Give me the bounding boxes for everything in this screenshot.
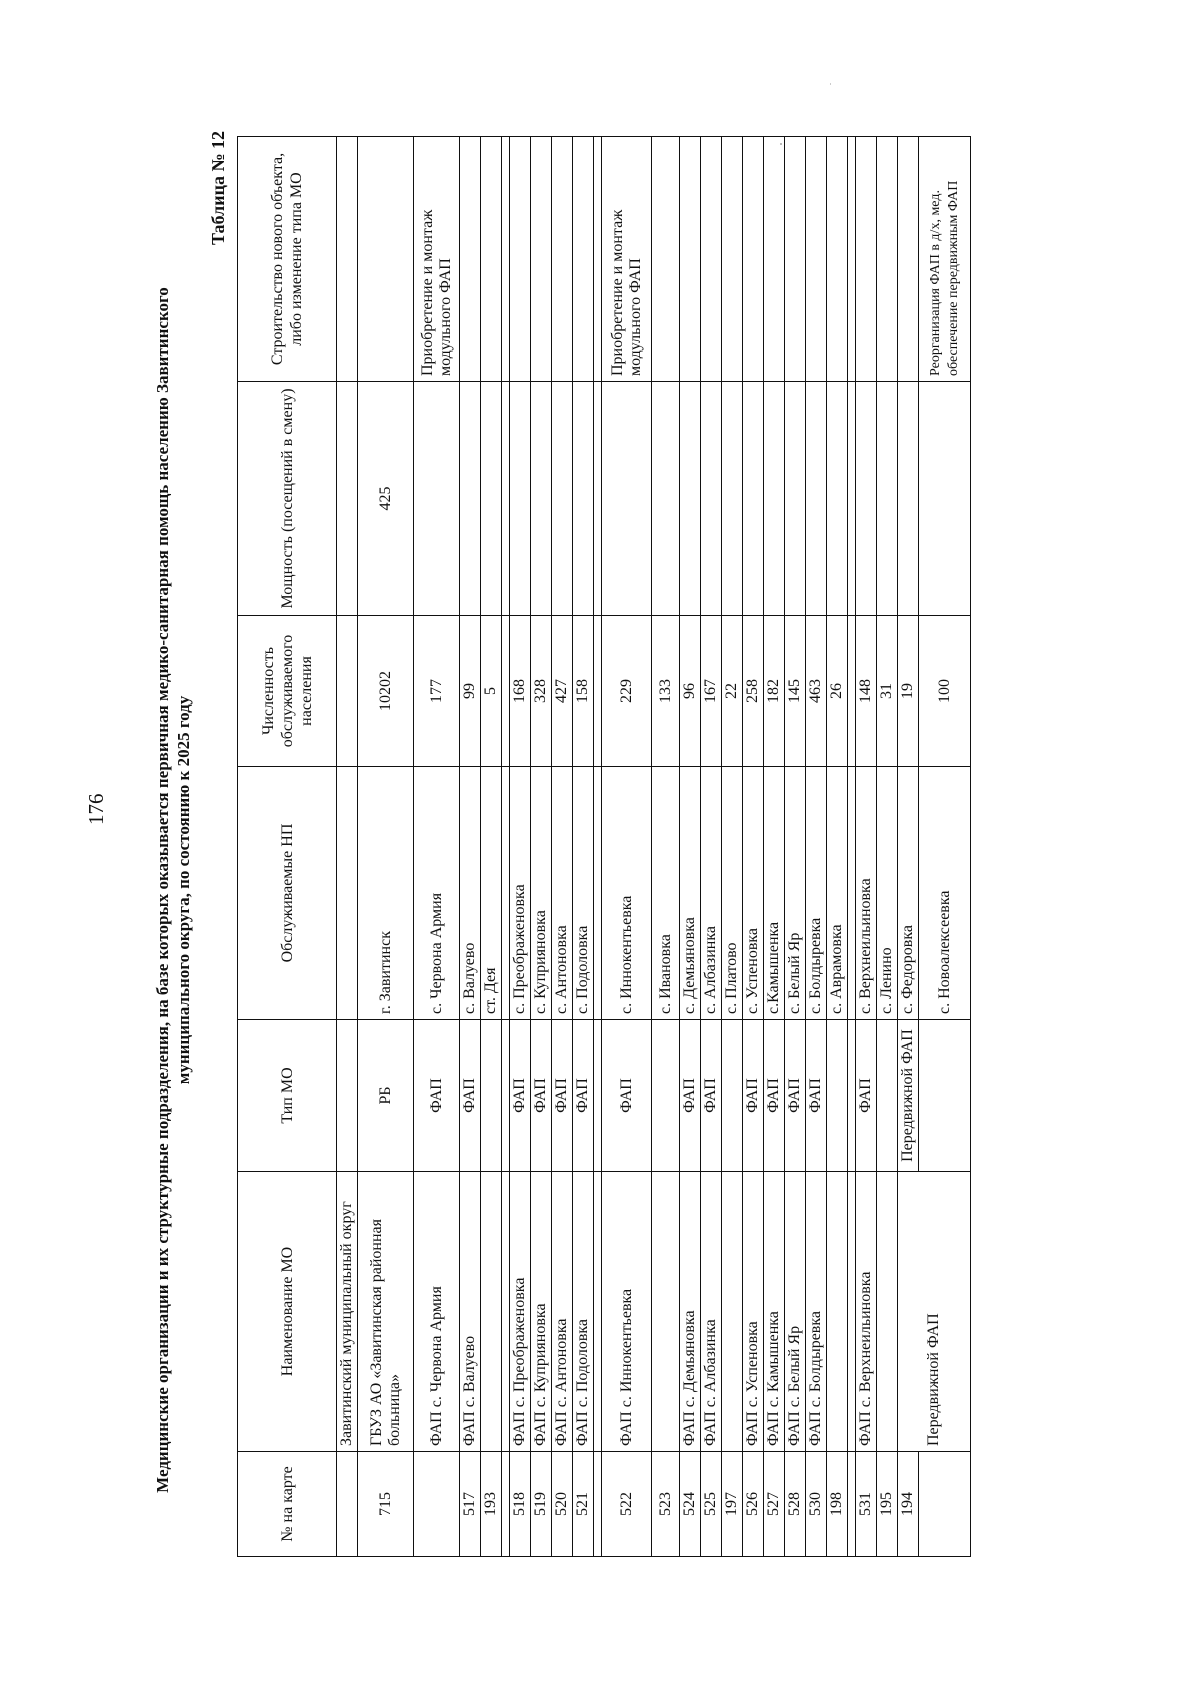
table-row xyxy=(481,137,502,1557)
mo-name: ФАП с. Болдыревка xyxy=(806,1172,827,1452)
capacity xyxy=(827,382,848,616)
table-row xyxy=(701,137,722,1557)
map-number: 194 xyxy=(898,1452,919,1557)
mo-type: ФАП xyxy=(573,1020,594,1172)
header-type: Тип МО xyxy=(238,1020,337,1172)
mo-name: ГБУЗ АО «Завитинская районная больница» xyxy=(358,1172,414,1452)
settlement: с. Антоновка xyxy=(552,767,573,1020)
capacity xyxy=(856,382,877,616)
population: 463 xyxy=(806,616,827,767)
mo-type: ФАП xyxy=(701,1020,722,1172)
mo-name: ФАП с. Белый Яр xyxy=(785,1172,806,1452)
capacity xyxy=(552,382,573,616)
mo-name xyxy=(481,1172,502,1452)
table-row xyxy=(460,137,481,1557)
capacity xyxy=(743,382,764,616)
settlement: с. Белый Яр xyxy=(785,767,806,1020)
construction: Реорганизация ФАП в д/х, мед. обеспечение передвижным ФАП xyxy=(919,137,971,382)
population: 133 xyxy=(652,616,680,767)
table-row xyxy=(764,137,785,1557)
header-capacity: Мощность (посещений в смену) xyxy=(238,382,337,616)
settlement: с. Валуево xyxy=(460,767,481,1020)
map-number: 530 xyxy=(806,1452,827,1557)
mo-name: ФАП с. Успеновка xyxy=(743,1172,764,1452)
capacity xyxy=(573,382,594,616)
map-number: 522 xyxy=(602,1452,652,1557)
settlement: с. Успеновка xyxy=(743,767,764,1020)
facilities-table xyxy=(237,136,971,1557)
population: 427 xyxy=(552,616,573,767)
population: 177 xyxy=(414,616,460,767)
construction: Приобретение и монтаж модульного ФАП xyxy=(602,137,652,382)
table-header-row xyxy=(238,137,337,1557)
mo-type: ФАП xyxy=(785,1020,806,1172)
population: 182 xyxy=(764,616,785,767)
settlement: с. Платово xyxy=(722,767,743,1020)
mo-name: ФАП с. Антоновка xyxy=(552,1172,573,1452)
mo-name xyxy=(877,1172,898,1452)
construction xyxy=(785,137,806,382)
spacer-row xyxy=(594,137,602,1557)
population: 31 xyxy=(877,616,898,767)
mo-type: ФАП xyxy=(510,1020,531,1172)
construction xyxy=(722,137,743,382)
capacity xyxy=(919,382,971,616)
mo-type xyxy=(877,1020,898,1172)
map-number: 526 xyxy=(743,1452,764,1557)
table-row xyxy=(877,137,898,1557)
mo-type xyxy=(652,1020,680,1172)
population: 168 xyxy=(510,616,531,767)
construction xyxy=(510,137,531,382)
construction xyxy=(573,137,594,382)
settlement: с. Верхнеильиновка xyxy=(856,767,877,1020)
mo-name: Передвижной ФАП xyxy=(898,1172,971,1452)
mo-name: ФАП с. Преображеновка xyxy=(510,1172,531,1452)
settlement: с. Новоалексеевка xyxy=(919,767,971,1020)
map-number: 520 xyxy=(552,1452,573,1557)
mo-name: ФАП с. Камышенка xyxy=(764,1172,785,1452)
population: 158 xyxy=(573,616,594,767)
population: 145 xyxy=(785,616,806,767)
mo-type: ФАП xyxy=(602,1020,652,1172)
construction xyxy=(856,137,877,382)
table-row xyxy=(602,137,652,1557)
capacity xyxy=(531,382,552,616)
table-row xyxy=(510,137,531,1557)
mo-name xyxy=(722,1172,743,1452)
capacity xyxy=(806,382,827,616)
mo-type: ФАП xyxy=(531,1020,552,1172)
map-number: 197 xyxy=(722,1452,743,1557)
capacity: 425 xyxy=(358,382,414,616)
population: 229 xyxy=(602,616,652,767)
construction xyxy=(531,137,552,382)
header-population: Численность обслуживаемого населения xyxy=(238,616,337,767)
map-number: 531 xyxy=(856,1452,877,1557)
mo-type xyxy=(481,1020,502,1172)
construction xyxy=(764,137,785,382)
map-number: 519 xyxy=(531,1452,552,1557)
capacity xyxy=(785,382,806,616)
population: 100 xyxy=(919,616,971,767)
district-row xyxy=(337,137,358,1557)
construction xyxy=(460,137,481,382)
map-number: 523 xyxy=(652,1452,680,1557)
settlement: с. Аврамовка xyxy=(827,767,848,1020)
settlement: с.Камышенка xyxy=(764,767,785,1020)
mo-name: ФАП с. Червона Армия xyxy=(414,1172,460,1452)
table-row xyxy=(806,137,827,1557)
settlement: с. Албазинка xyxy=(701,767,722,1020)
table-row xyxy=(827,137,848,1557)
capacity xyxy=(414,382,460,616)
mo-type: ФАП xyxy=(414,1020,460,1172)
capacity xyxy=(680,382,701,616)
mo-type: ФАП xyxy=(552,1020,573,1172)
settlement: ст. Дея xyxy=(481,767,502,1020)
population: 10202 xyxy=(358,616,414,767)
district-name: Завитинский муниципальный округ xyxy=(337,1172,358,1452)
population: 148 xyxy=(856,616,877,767)
map-number: 525 xyxy=(701,1452,722,1557)
mo-type: ФАП xyxy=(856,1020,877,1172)
construction: Приобретение и монтаж модульного ФАП xyxy=(414,137,460,382)
spacer-row xyxy=(848,137,856,1557)
mo-name: ФАП с. Демьяновка xyxy=(680,1172,701,1452)
construction xyxy=(680,137,701,382)
mo-name: ФАП с. Валуево xyxy=(460,1172,481,1452)
map-number: 715 xyxy=(358,1452,414,1557)
capacity xyxy=(510,382,531,616)
scan-speck xyxy=(780,143,782,145)
settlement: с. Ленино xyxy=(877,767,898,1020)
settlement: с. Куприяновка xyxy=(531,767,552,1020)
header-map-no: № на карте xyxy=(238,1452,337,1557)
capacity xyxy=(764,382,785,616)
mo-type: ФАП xyxy=(806,1020,827,1172)
population: 26 xyxy=(827,616,848,767)
table-row xyxy=(358,137,414,1557)
table-row xyxy=(898,137,919,1557)
settlement: с. Ивановка xyxy=(652,767,680,1020)
spacer-row xyxy=(502,137,510,1557)
table-row xyxy=(856,137,877,1557)
population: 167 xyxy=(701,616,722,767)
map-number: 524 xyxy=(680,1452,701,1557)
table-label: Таблица № 12 xyxy=(208,130,228,245)
population: 99 xyxy=(460,616,481,767)
map-number xyxy=(414,1452,460,1557)
page-number: 176 xyxy=(84,793,108,825)
header-construction: Строительство нового объекта, либо изменение типа МО xyxy=(238,137,337,382)
table-row xyxy=(652,137,680,1557)
map-number: 195 xyxy=(877,1452,898,1557)
capacity xyxy=(877,382,898,616)
mo-type xyxy=(919,1020,971,1172)
population: 22 xyxy=(722,616,743,767)
mo-name xyxy=(652,1172,680,1452)
title-line-2: муниципального округа, по состоянию к 2025 году xyxy=(174,695,193,1085)
settlement: с. Преображеновка xyxy=(510,767,531,1020)
map-number: 198 xyxy=(827,1452,848,1557)
map-number: 521 xyxy=(573,1452,594,1557)
mo-type: ФАП xyxy=(764,1020,785,1172)
mo-type: ФАП xyxy=(680,1020,701,1172)
mo-type xyxy=(722,1020,743,1172)
scan-speck xyxy=(830,83,831,85)
mo-name xyxy=(827,1172,848,1452)
table-row xyxy=(531,137,552,1557)
settlement: с. Болдыревка xyxy=(806,767,827,1020)
map-number xyxy=(919,1452,971,1557)
table-row xyxy=(552,137,573,1557)
table-row xyxy=(785,137,806,1557)
mo-type: Передвижной ФАП xyxy=(898,1020,919,1172)
table-row xyxy=(680,137,701,1557)
population: 328 xyxy=(531,616,552,767)
mo-type: РБ xyxy=(358,1020,414,1172)
construction xyxy=(806,137,827,382)
map-number: 193 xyxy=(481,1452,502,1557)
construction xyxy=(877,137,898,382)
mo-name: ФАП с. Подоловка xyxy=(573,1172,594,1452)
construction xyxy=(552,137,573,382)
population: 5 xyxy=(481,616,502,767)
settlement: с. Подоловка xyxy=(573,767,594,1020)
table-row xyxy=(743,137,764,1557)
construction xyxy=(652,137,680,382)
construction xyxy=(358,137,414,382)
settlement: с. Демьяновка xyxy=(680,767,701,1020)
capacity xyxy=(898,382,919,616)
settlement: с. Червона Армия xyxy=(414,767,460,1020)
title-line-1: Медицинские организации и их структурные подразделения, на базе которых оказывается первичная медико-санитарная помощь населению Завитинского xyxy=(153,287,172,1493)
construction xyxy=(827,137,848,382)
capacity xyxy=(602,382,652,616)
map-number: 528 xyxy=(785,1452,806,1557)
mo-type: ФАП xyxy=(743,1020,764,1172)
document-title xyxy=(152,215,194,1565)
mo-name: ФАП с. Албазинка xyxy=(701,1172,722,1452)
mo-type: ФАП xyxy=(460,1020,481,1172)
mo-name: ФАП с. Иннокентьевка xyxy=(602,1172,652,1452)
population: 258 xyxy=(743,616,764,767)
settlement: с. Федоровка xyxy=(898,767,919,1020)
capacity xyxy=(652,382,680,616)
construction xyxy=(701,137,722,382)
mo-name: ФАП с. Верхнеильиновка xyxy=(856,1172,877,1452)
table-row xyxy=(722,137,743,1557)
table-row xyxy=(414,137,460,1557)
construction xyxy=(481,137,502,382)
settlement: г. Завитинск xyxy=(358,767,414,1020)
header-settlements: Обслуживаемые НП xyxy=(238,767,337,1020)
capacity xyxy=(460,382,481,616)
capacity xyxy=(481,382,502,616)
table-row xyxy=(573,137,594,1557)
settlement: с. Иннокентьевка xyxy=(602,767,652,1020)
mo-name: ФАП с. Куприяновка xyxy=(531,1172,552,1452)
population: 96 xyxy=(680,616,701,767)
construction xyxy=(743,137,764,382)
capacity xyxy=(701,382,722,616)
mo-type xyxy=(827,1020,848,1172)
header-name: Наименование МО xyxy=(238,1172,337,1452)
map-number: 527 xyxy=(764,1452,785,1557)
construction xyxy=(898,137,919,382)
map-number: 517 xyxy=(460,1452,481,1557)
capacity xyxy=(722,382,743,616)
population: 19 xyxy=(898,616,919,767)
map-number: 518 xyxy=(510,1452,531,1557)
